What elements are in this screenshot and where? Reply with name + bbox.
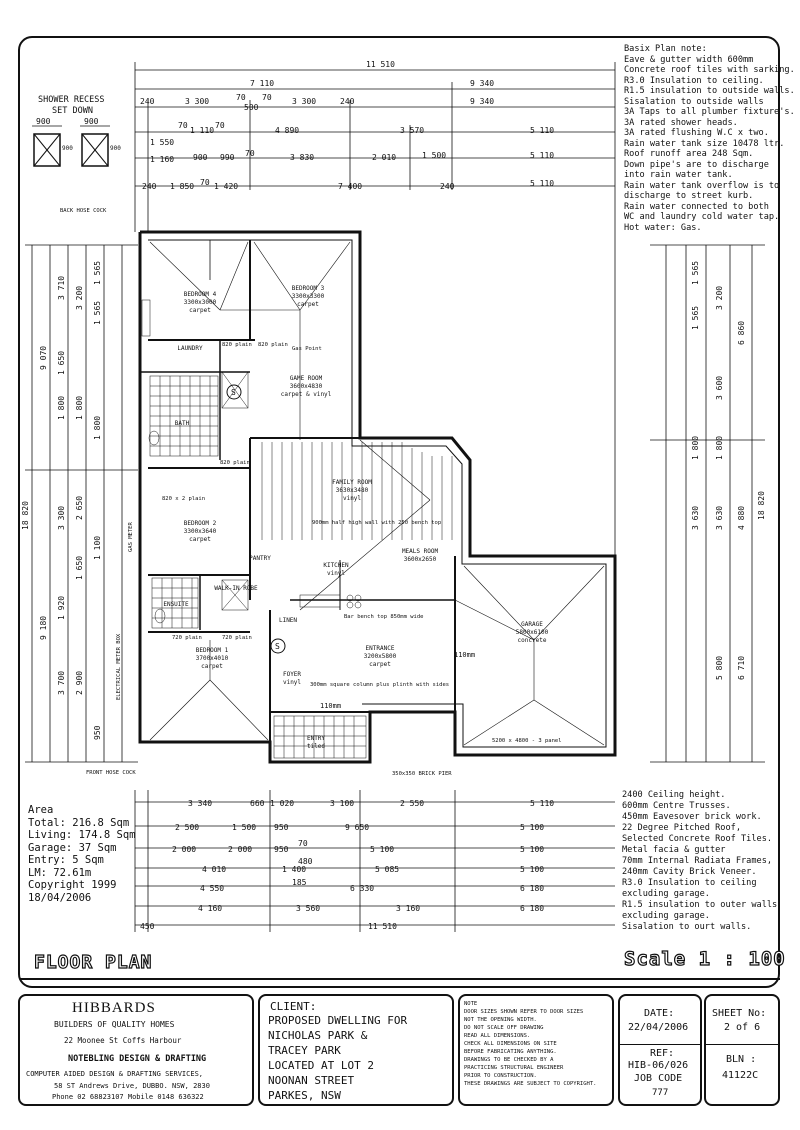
dim-top: 3 300 bbox=[292, 97, 317, 106]
dim-bottom: 5 100 bbox=[370, 845, 395, 854]
basix-note: Concrete roof tiles with sarking. bbox=[624, 65, 795, 75]
dim-right: 3 630 bbox=[691, 505, 700, 530]
dim-bottom: 2 000 bbox=[228, 845, 253, 854]
dim-left: 3 300 bbox=[57, 505, 66, 530]
client-label: CLIENT: bbox=[270, 1000, 317, 1013]
room-game-name: GAME ROOM bbox=[289, 375, 323, 382]
client-line: NOONAN STREET bbox=[268, 1074, 355, 1087]
dim-top: 240 bbox=[440, 182, 455, 191]
spec-note: R1.5 insulation to outer walls bbox=[622, 900, 778, 910]
sheet-box bbox=[704, 994, 780, 1106]
dim-left: 2 900 bbox=[75, 670, 84, 695]
basix-note: Basix Plan note: bbox=[624, 44, 707, 54]
dim-bottom: 1 500 bbox=[232, 823, 257, 832]
disclaimer-line: DOOR SIZES SHOWN REFER TO DOOR SIZES bbox=[464, 1009, 584, 1015]
room-kitchen-name: KITCHEN bbox=[323, 562, 349, 569]
dim-right: 5 800 bbox=[715, 655, 724, 680]
disclaimer-line: PRACTICING STRUCTURAL ENGINEER bbox=[464, 1065, 564, 1071]
dim-left: 1 800 bbox=[75, 395, 84, 420]
room-bedroom2-name: BEDROOM 2 bbox=[183, 520, 217, 527]
kitchen-bench-label: 900mm half high wall with 250 bench top bbox=[312, 520, 442, 526]
dim-top: 990 bbox=[220, 153, 235, 162]
back-hose-cock: BACK HOSE COCK bbox=[60, 208, 107, 214]
dim-right: 1 800 bbox=[691, 435, 700, 460]
spec-note: 600mm Centre Trusses. bbox=[622, 801, 731, 811]
area-line: Area bbox=[28, 804, 54, 816]
client-line: PARKES, NSW bbox=[268, 1089, 341, 1102]
company-box bbox=[18, 994, 254, 1106]
disclaimer-line: CHECK ALL DIMENSIONS ON SITE bbox=[464, 1041, 557, 1047]
dim-bottom: 3 160 bbox=[396, 904, 421, 913]
dim-bottom: 5 110 bbox=[530, 799, 555, 808]
room-garage-name: GARAGE bbox=[521, 621, 543, 628]
area-line: Garage: 37 Sqm bbox=[28, 841, 117, 854]
drafting-phone: Phone 02 68823107 Mobile 0148 636322 bbox=[52, 1093, 204, 1101]
basix-note: 3A rated flushing W.C x two. bbox=[624, 128, 769, 138]
dim-bottom: 6 330 bbox=[350, 884, 375, 893]
garage-door-label: 5200 x 4800 - 3 panel bbox=[492, 738, 562, 744]
room-pantry: PANTRY bbox=[249, 555, 271, 562]
dim-top: 5 110 bbox=[530, 151, 555, 160]
dim-bottom: 5 100 bbox=[520, 823, 545, 832]
dim-bottom: 5 100 bbox=[520, 865, 545, 874]
dim-top: 500 bbox=[244, 103, 259, 112]
dim-right: 1 565 bbox=[691, 260, 700, 285]
dim-top: 240 bbox=[142, 182, 157, 191]
dim-bottom: 185 bbox=[292, 878, 307, 887]
dim-top: 240 bbox=[140, 97, 155, 106]
dim-bottom: 2 000 bbox=[172, 845, 197, 854]
dim-bottom: 4 010 bbox=[202, 865, 227, 874]
basix-note: discharge to street kurb. bbox=[624, 191, 754, 201]
dim-bottom: 450 bbox=[140, 922, 155, 931]
room-bath: BATH bbox=[174, 420, 190, 427]
room-linen: LINEN bbox=[278, 617, 298, 624]
shower-title: SHOWER RECESS bbox=[38, 95, 105, 105]
dim-bottom: 1 020 bbox=[270, 799, 295, 808]
electrical-meter-box: ELECTRICAL METER BOX bbox=[116, 633, 122, 700]
dim-left: 1 650 bbox=[57, 350, 66, 375]
shower-dim-4: 900 bbox=[110, 145, 121, 152]
dim-bottom: 950 bbox=[274, 845, 289, 854]
ref-value: HIB-06/026 bbox=[628, 1060, 689, 1071]
date-divider bbox=[620, 1044, 700, 1045]
dim-left: 9 070 bbox=[39, 345, 48, 370]
sheet-label: SHEET No: bbox=[712, 1008, 767, 1019]
dim-top: 900 bbox=[193, 153, 208, 162]
door-label: 820 plain bbox=[220, 460, 250, 466]
dim-top: 240 bbox=[340, 97, 355, 106]
dim-bottom: 11 510 bbox=[368, 922, 397, 931]
dim-top: 3 300 bbox=[185, 97, 210, 106]
dim-left: 1 100 bbox=[93, 535, 102, 560]
dim-left: 18 820 bbox=[21, 501, 30, 530]
dim-bottom: 6 180 bbox=[520, 884, 545, 893]
job-label: JOB CODE bbox=[634, 1073, 683, 1084]
job-value: 777 bbox=[652, 1088, 669, 1098]
dim-bottom: 480 bbox=[298, 857, 313, 866]
dim-top: 5 110 bbox=[530, 126, 555, 135]
shower-dim-1: 900 bbox=[36, 117, 51, 126]
area-line: LM: 72.61m bbox=[28, 866, 92, 879]
column-label: 300mm square column plus plinth with sides bbox=[310, 682, 450, 688]
dim-bottom: 70 bbox=[298, 839, 308, 848]
client-box bbox=[258, 994, 454, 1106]
client-line: NICHOLAS PARK & bbox=[268, 1029, 368, 1042]
room-bedroom4-finish: carpet bbox=[189, 307, 211, 314]
dim-bottom: 1 400 bbox=[282, 865, 307, 874]
gas-meter: GAS METER bbox=[128, 522, 134, 552]
spec-note: 70mm Internal Radiata Frames, bbox=[622, 856, 773, 866]
room-foyer-name: FOYER bbox=[282, 671, 302, 678]
dim-top: 70 bbox=[245, 149, 255, 158]
room-laundry: LAUNDRY bbox=[177, 345, 203, 352]
room-ensuite: ENSUITE bbox=[163, 601, 189, 608]
dim-bottom: 4 550 bbox=[200, 884, 225, 893]
door-label: 720 plain bbox=[172, 635, 202, 641]
room-family-finish: vinyl bbox=[342, 495, 362, 502]
area-line: Entry: 5 Sqm bbox=[28, 854, 104, 866]
room-bedroom2-size: 3300x3640 bbox=[183, 528, 217, 535]
disclaimer-line: PRIOR TO CONSTRUCTION. bbox=[464, 1073, 537, 1079]
room-game-finish: carpet & vinyl bbox=[280, 391, 332, 398]
company-name: HIBBARDS bbox=[72, 1000, 156, 1016]
height-label: 110mm bbox=[320, 702, 342, 710]
dim-bottom: 660 bbox=[250, 799, 265, 808]
disclaimer-line: READ ALL DIMENSIONS. bbox=[464, 1033, 531, 1039]
dim-bottom: 2 500 bbox=[175, 823, 200, 832]
date-ref-box bbox=[618, 994, 702, 1106]
room-meals-name: MEALS ROOM bbox=[401, 548, 439, 555]
room-foyer-finish: vinyl bbox=[282, 679, 302, 686]
dim-top: 1 550 bbox=[150, 138, 175, 147]
basix-note: R1.5 insulation to outside walls. bbox=[624, 86, 795, 96]
door-label: 820 x 2 plain bbox=[162, 496, 206, 502]
dim-top: 70 bbox=[236, 93, 246, 102]
dim-right: 1 565 bbox=[691, 305, 700, 330]
drafting-company: NOTEBLING DESIGN & DRAFTING bbox=[68, 1054, 207, 1064]
room-walk-in-robe: WALK-IN ROBE bbox=[214, 585, 258, 592]
client-line: PROPOSED DWELLING FOR bbox=[268, 1014, 408, 1027]
basix-note: WC and laundry cold water tap. bbox=[624, 212, 780, 222]
door-label: 720 plain bbox=[222, 635, 252, 641]
dim-top: 7 400 bbox=[338, 182, 363, 191]
bln-label: BLN : bbox=[726, 1054, 757, 1065]
dim-left: 1 800 bbox=[93, 415, 102, 440]
company-address: 22 Moonee St Coffs Harbour bbox=[64, 1036, 182, 1045]
dim-left: 3 200 bbox=[75, 285, 84, 310]
disclaimer-line: DRAWINGS TO BE CHECKED BY A bbox=[464, 1057, 554, 1063]
basix-note: Sisalation to outside walls bbox=[624, 96, 764, 107]
dim-left: 3 710 bbox=[57, 275, 66, 300]
sheet-divider bbox=[706, 1044, 778, 1045]
area-line: Total: 216.8 Sqm bbox=[28, 816, 130, 829]
basix-note: Eave & gutter width 600mm bbox=[624, 54, 754, 65]
date-value: 22/04/2006 bbox=[628, 1022, 689, 1033]
basix-note: R3.0 Insulation to ceiling. bbox=[624, 75, 764, 86]
dim-right: 3 200 bbox=[715, 285, 724, 310]
dim-top: 2 010 bbox=[372, 153, 397, 162]
disclaimer-line: THESE DRAWINGS ARE SUBJECT TO COPYRIGHT. bbox=[464, 1081, 597, 1087]
dim-top: 70 bbox=[262, 93, 272, 102]
dim-left: 1 565 bbox=[93, 300, 102, 325]
room-bedroom3-name: BEDROOM 3 bbox=[291, 285, 325, 292]
room-entry-name: ENTRY bbox=[306, 735, 326, 742]
dim-bottom: 950 bbox=[274, 823, 289, 832]
room-family-size: 3630x3480 bbox=[335, 487, 369, 494]
dim-left: 1 800 bbox=[57, 395, 66, 420]
bar-bench-label: Bar bench top 850mm wide bbox=[344, 614, 424, 620]
basix-note: Rain water tank overflow is to bbox=[624, 180, 780, 191]
door-label: 820 plain bbox=[258, 342, 288, 348]
room-garage-finish: concrete bbox=[517, 637, 547, 644]
basix-note: Rain water tank size 10478 ltr. bbox=[624, 138, 785, 149]
disclaimer-line: NOT THE OPENING WIDTH. bbox=[464, 1017, 537, 1023]
room-family-name: FAMILY ROOM bbox=[332, 479, 372, 486]
shower-subtitle: SET DOWN bbox=[52, 106, 93, 116]
dim-right: 6 860 bbox=[737, 320, 746, 345]
dim-right: 3 600 bbox=[715, 375, 724, 400]
dim-left: 1 565 bbox=[93, 260, 102, 285]
title-divider bbox=[20, 978, 780, 980]
spec-note: excluding garage. bbox=[622, 911, 710, 921]
dim-left: 950 bbox=[93, 725, 102, 740]
spec-note: 2400 Ceiling height. bbox=[622, 790, 726, 800]
dim-top: 70 bbox=[178, 121, 188, 130]
dim-top: 4 890 bbox=[275, 126, 300, 135]
dim-bottom: 4 160 bbox=[198, 904, 223, 913]
dim-left: 9 180 bbox=[39, 615, 48, 640]
drafting-services: COMPUTER AIDED DESIGN & DRAFTING SERVICES, bbox=[26, 1070, 204, 1078]
spec-note: 450mm Eavesover brick work. bbox=[622, 812, 762, 822]
date-label: DATE: bbox=[644, 1008, 675, 1019]
dim-left: 1 650 bbox=[75, 555, 84, 580]
disclaimer-box bbox=[458, 994, 614, 1106]
smoke-detector-label: S bbox=[275, 642, 280, 651]
dim-top: 7 110 bbox=[250, 79, 275, 88]
dim-bottom: 3 560 bbox=[296, 904, 321, 913]
room-garage-size: 5800x6100 bbox=[515, 629, 549, 636]
basix-note: Roof runoff area 248 Sqm. bbox=[624, 149, 754, 159]
dim-top: 1 500 bbox=[422, 151, 447, 160]
dim-bottom: 3 340 bbox=[188, 799, 213, 808]
basix-note: 3A rated shower heads. bbox=[624, 117, 738, 128]
dim-bottom: 9 650 bbox=[345, 823, 370, 832]
shower-dim-2: 900 bbox=[84, 117, 99, 126]
dim-bottom: 2 550 bbox=[400, 799, 425, 808]
disclaimer-line: BEFORE FABRICATING ANYTHING. bbox=[464, 1049, 557, 1055]
room-game-size: 3600x4830 bbox=[289, 383, 323, 390]
room-bedroom1-finish: carpet bbox=[201, 663, 223, 670]
dim-bottom: 5 100 bbox=[520, 845, 545, 854]
room-bedroom3-size: 3300x3300 bbox=[291, 293, 325, 300]
sheet-value: 2 of 6 bbox=[724, 1022, 761, 1033]
room-bedroom4-size: 3300x3000 bbox=[183, 299, 217, 306]
dim-left: 1 920 bbox=[57, 595, 66, 620]
room-entrance-finish: carpet bbox=[369, 661, 391, 668]
dim-top: 1 850 bbox=[170, 182, 195, 191]
dim-top: 1 160 bbox=[150, 155, 175, 164]
room-kitchen-finish: vinyl bbox=[326, 570, 346, 577]
room-bedroom3-finish: carpet bbox=[297, 301, 319, 308]
area-summary bbox=[28, 804, 135, 904]
basix-note: Rain water connected to both bbox=[624, 201, 769, 212]
area-line: Living: 174.8 Sqm bbox=[28, 829, 136, 841]
client-line: LOCATED AT LOT 2 bbox=[268, 1059, 374, 1072]
ref-label: REF: bbox=[650, 1048, 675, 1059]
scale-label: Scale 1 : 100 bbox=[624, 948, 786, 970]
spec-note: 240mm Cavity Brick Veneer. bbox=[622, 867, 757, 877]
spec-note: R3.0 Insulation to ceiling bbox=[622, 878, 757, 888]
dim-top: 1 110 bbox=[190, 126, 215, 135]
dim-bottom: 5 085 bbox=[375, 865, 400, 874]
room-entry-finish: tiled bbox=[306, 743, 326, 750]
dim-top: 3 830 bbox=[290, 153, 315, 162]
room-meals-size: 3600x2650 bbox=[403, 556, 437, 563]
area-line: 18/04/2006 bbox=[28, 891, 92, 904]
dim-right: 18 820 bbox=[757, 491, 766, 520]
dim-top: 5 110 bbox=[530, 179, 555, 188]
dim-right: 3 630 bbox=[715, 505, 724, 530]
dim-right: 1 800 bbox=[715, 435, 724, 460]
client-line: TRACEY PARK bbox=[268, 1044, 341, 1057]
spec-note: Sisalation to ourt walls. bbox=[622, 922, 752, 932]
company-tagline: BUILDERS OF QUALITY HOMES bbox=[54, 1020, 175, 1029]
dim-overall-top: 11 510 bbox=[366, 60, 395, 69]
drafting-address: 58 ST Andrews Drive, DUBBO. NSW, 2830 bbox=[54, 1082, 210, 1090]
dim-top: 9 340 bbox=[470, 79, 495, 88]
smoke-detector-label: S bbox=[231, 388, 236, 397]
dim-bottom: 3 100 bbox=[330, 799, 355, 808]
spec-note: excluding garage. bbox=[622, 889, 710, 899]
disclaimer-line: DO NOT SCALE OFF DRAWING bbox=[464, 1025, 544, 1031]
shower-dim-3: 900 bbox=[62, 145, 73, 152]
spec-note: Selected Concrete Roof Tiles. bbox=[622, 834, 773, 844]
dim-top: 9 340 bbox=[470, 97, 495, 106]
dim-top: 70 bbox=[200, 178, 210, 187]
room-entrance-size: 3200x5800 bbox=[363, 653, 397, 660]
dim-top: 70 bbox=[215, 121, 225, 130]
dim-top: 1 420 bbox=[214, 182, 239, 191]
dim-left: 3 700 bbox=[57, 670, 66, 695]
room-entrance-name: ENTRANCE bbox=[365, 645, 395, 652]
height-label: 110mm bbox=[454, 651, 476, 659]
area-line: Copyright 1999 bbox=[28, 879, 117, 891]
room-bedroom1-name: BEDROOM 1 bbox=[195, 647, 229, 654]
dim-bottom: 6 180 bbox=[520, 904, 545, 913]
dim-left: 2 650 bbox=[75, 495, 84, 520]
basix-note: Down pipe's are to discharge bbox=[624, 159, 769, 170]
dim-right: 6 710 bbox=[737, 655, 746, 680]
dim-top: 3 570 bbox=[400, 126, 425, 135]
drawing-title: FLOOR PLAN bbox=[34, 952, 153, 973]
bln-value: 41122C bbox=[722, 1070, 759, 1081]
dim-right: 4 880 bbox=[737, 505, 746, 530]
room-bedroom2-finish: carpet bbox=[189, 536, 211, 543]
room-bedroom4-name: BEDROOM 4 bbox=[183, 291, 217, 298]
front-hose-cock: FRONT HOSE COCK bbox=[86, 770, 136, 776]
basix-note: into rain water tank. bbox=[624, 170, 733, 180]
spec-note: 22 Degree Pitched Roof, bbox=[622, 823, 741, 833]
basix-note: 3A Taps to all plumber fixture's. bbox=[624, 107, 795, 117]
spec-note: Metal facia & gutter bbox=[622, 845, 726, 855]
gas-point-label: Gas Point bbox=[292, 346, 322, 352]
door-label: 820 plain bbox=[222, 342, 252, 348]
brick-pier-label: 350x350 BRICK PIER bbox=[392, 771, 452, 777]
room-bedroom1-size: 3700x4010 bbox=[195, 655, 229, 662]
disclaimer-line: NOTE bbox=[464, 1001, 478, 1007]
basix-note: Hot water: Gas. bbox=[624, 222, 702, 233]
